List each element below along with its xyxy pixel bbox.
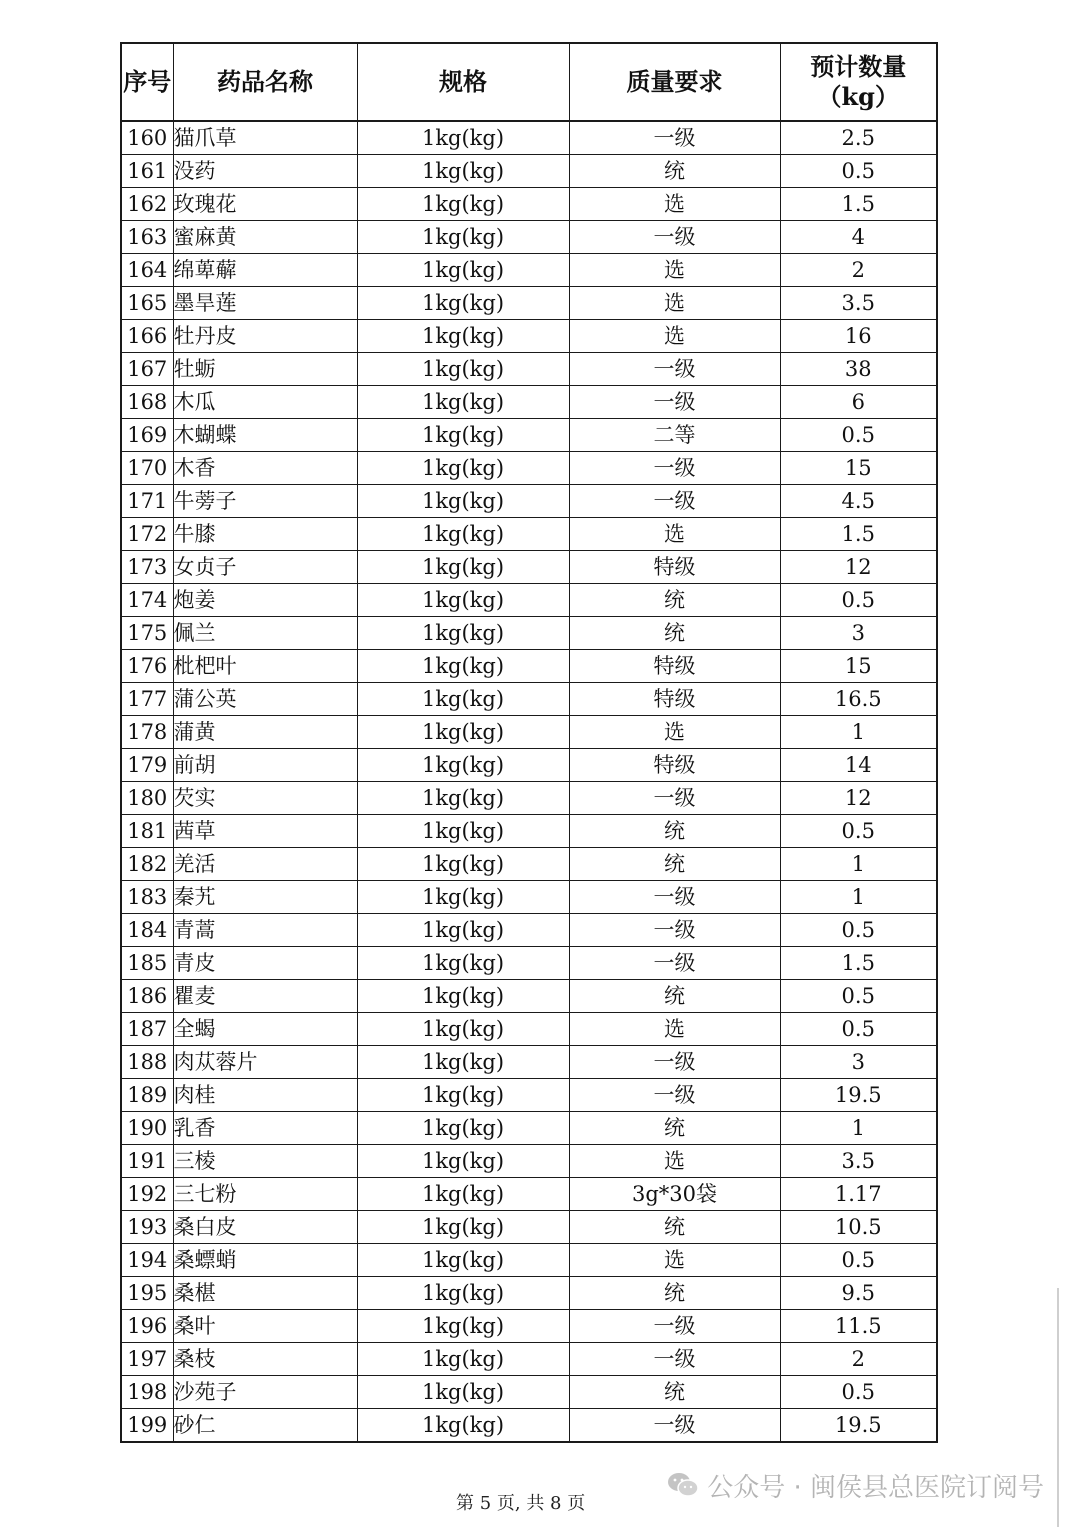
cell-quantity: 2.5: [780, 121, 937, 155]
cell-quantity: 1.17: [780, 1178, 937, 1211]
cell-no: 199: [121, 1409, 173, 1443]
cell-no: 185: [121, 947, 173, 980]
cell-quality: 选: [569, 254, 780, 287]
wechat-icon: [667, 1471, 699, 1499]
cell-no: 161: [121, 155, 173, 188]
cell-quantity: 3: [780, 617, 937, 650]
cell-spec: 1kg(kg): [357, 782, 569, 815]
cell-no: 167: [121, 353, 173, 386]
cell-quality: 统: [569, 848, 780, 881]
table-row: [121, 617, 937, 650]
table-row: [121, 188, 937, 221]
cell-spec: 1kg(kg): [357, 815, 569, 848]
cell-spec: 1kg(kg): [357, 1409, 569, 1443]
cell-quality: 一级: [569, 782, 780, 815]
table-row: [121, 749, 937, 782]
cell-drug-name: 蜜麻黄: [173, 221, 357, 254]
cell-spec: 1kg(kg): [357, 947, 569, 980]
cell-quality: 一级: [569, 881, 780, 914]
cell-quality: 特级: [569, 749, 780, 782]
cell-no: 187: [121, 1013, 173, 1046]
cell-quantity: 4.5: [780, 485, 937, 518]
cell-quality: 一级: [569, 1343, 780, 1376]
cell-quantity: 14: [780, 749, 937, 782]
cell-drug-name: 女贞子: [173, 551, 357, 584]
cell-spec: 1kg(kg): [357, 1079, 569, 1112]
cell-drug-name: 砂仁: [173, 1409, 357, 1443]
cell-quality: 一级: [569, 221, 780, 254]
cell-drug-name: 木蝴蝶: [173, 419, 357, 452]
cell-quality: 特级: [569, 650, 780, 683]
cell-spec: 1kg(kg): [357, 518, 569, 551]
cell-no: 195: [121, 1277, 173, 1310]
cell-spec: 1kg(kg): [357, 452, 569, 485]
cell-quantity: 19.5: [780, 1409, 937, 1443]
table-row: [121, 848, 937, 881]
cell-spec: 1kg(kg): [357, 386, 569, 419]
cell-quality: 一级: [569, 485, 780, 518]
table-row: [121, 320, 937, 353]
table-row: [121, 452, 937, 485]
cell-no: 173: [121, 551, 173, 584]
cell-spec: 1kg(kg): [357, 1343, 569, 1376]
cell-quantity: 3.5: [780, 1145, 937, 1178]
header-qty: [780, 43, 937, 121]
cell-drug-name: 木瓜: [173, 386, 357, 419]
cell-quantity: 1.5: [780, 188, 937, 221]
cell-quantity: 4: [780, 221, 937, 254]
cell-quantity: 12: [780, 782, 937, 815]
cell-spec: 1kg(kg): [357, 1178, 569, 1211]
cell-drug-name: 牡蛎: [173, 353, 357, 386]
cell-spec: 1kg(kg): [357, 188, 569, 221]
table-header-row: [121, 43, 937, 121]
cell-spec: 1kg(kg): [357, 485, 569, 518]
cell-drug-name: 炮姜: [173, 584, 357, 617]
cell-spec: 1kg(kg): [357, 1013, 569, 1046]
table-row: [121, 353, 937, 386]
cell-no: 172: [121, 518, 173, 551]
cell-drug-name: 全蝎: [173, 1013, 357, 1046]
cell-no: 197: [121, 1343, 173, 1376]
table-row: [121, 914, 937, 947]
cell-quantity: 3.5: [780, 287, 937, 320]
cell-quantity: 0.5: [780, 914, 937, 947]
table-row: [121, 683, 937, 716]
table-row: [121, 716, 937, 749]
cell-drug-name: 芡实: [173, 782, 357, 815]
cell-no: 179: [121, 749, 173, 782]
cell-no: 183: [121, 881, 173, 914]
cell-quality: 选: [569, 188, 780, 221]
cell-quality: 一级: [569, 947, 780, 980]
table-row: [121, 287, 937, 320]
cell-no: 194: [121, 1244, 173, 1277]
cell-quantity: 0.5: [780, 815, 937, 848]
table-row: [121, 1046, 937, 1079]
cell-drug-name: 秦艽: [173, 881, 357, 914]
cell-quantity: 0.5: [780, 584, 937, 617]
cell-quality: 选: [569, 287, 780, 320]
cell-drug-name: 桑椹: [173, 1277, 357, 1310]
cell-quantity: 0.5: [780, 419, 937, 452]
cell-spec: 1kg(kg): [357, 617, 569, 650]
header-qty-line2: （kg）: [817, 82, 899, 111]
cell-quantity: 16.5: [780, 683, 937, 716]
cell-drug-name: 牡丹皮: [173, 320, 357, 353]
cell-no: 175: [121, 617, 173, 650]
cell-drug-name: 前胡: [173, 749, 357, 782]
cell-drug-name: 肉桂: [173, 1079, 357, 1112]
table-row: [121, 221, 937, 254]
cell-drug-name: 猫爪草: [173, 121, 357, 155]
cell-no: 176: [121, 650, 173, 683]
cell-quantity: 11.5: [780, 1310, 937, 1343]
cell-spec: 1kg(kg): [357, 1145, 569, 1178]
cell-drug-name: 佩兰: [173, 617, 357, 650]
cell-drug-name: 青蒿: [173, 914, 357, 947]
table-row: [121, 1310, 937, 1343]
cell-no: 170: [121, 452, 173, 485]
cell-quality: 一级: [569, 1079, 780, 1112]
cell-spec: 1kg(kg): [357, 1310, 569, 1343]
cell-spec: 1kg(kg): [357, 1277, 569, 1310]
cell-no: 198: [121, 1376, 173, 1409]
cell-no: 166: [121, 320, 173, 353]
cell-quantity: 12: [780, 551, 937, 584]
page-number: 第 5 页, 共 8 页: [456, 1493, 586, 1514]
cell-quality: 统: [569, 584, 780, 617]
table-row: [121, 1145, 937, 1178]
cell-quality: 一级: [569, 1310, 780, 1343]
cell-no: 184: [121, 914, 173, 947]
cell-quantity: 15: [780, 650, 937, 683]
cell-quantity: 0.5: [780, 1013, 937, 1046]
cell-quantity: 1: [780, 881, 937, 914]
header-name: 药品名称: [173, 43, 357, 121]
cell-drug-name: 枇杷叶: [173, 650, 357, 683]
table-row: [121, 815, 937, 848]
table-row: [121, 1376, 937, 1409]
cell-quantity: 1.5: [780, 518, 937, 551]
table-row: [121, 1013, 937, 1046]
cell-spec: 1kg(kg): [357, 914, 569, 947]
cell-no: 188: [121, 1046, 173, 1079]
cell-quantity: 2: [780, 254, 937, 287]
cell-spec: 1kg(kg): [357, 353, 569, 386]
cell-spec: 1kg(kg): [357, 155, 569, 188]
cell-no: 186: [121, 980, 173, 1013]
cell-quality: 统: [569, 1376, 780, 1409]
cell-drug-name: 桑白皮: [173, 1211, 357, 1244]
cell-spec: 1kg(kg): [357, 254, 569, 287]
cell-no: 165: [121, 287, 173, 320]
table-row: [121, 881, 937, 914]
cell-no: 171: [121, 485, 173, 518]
cell-drug-name: 沙苑子: [173, 1376, 357, 1409]
cell-spec: 1kg(kg): [357, 848, 569, 881]
table-row: [121, 1343, 937, 1376]
cell-quantity: 1.5: [780, 947, 937, 980]
cell-drug-name: 桑枝: [173, 1343, 357, 1376]
cell-spec: 1kg(kg): [357, 1112, 569, 1145]
cell-quality: 统: [569, 1112, 780, 1145]
cell-quantity: 0.5: [780, 1244, 937, 1277]
cell-quality: 3g*30袋: [569, 1178, 780, 1211]
cell-drug-name: 乳香: [173, 1112, 357, 1145]
cell-quality: 一级: [569, 353, 780, 386]
cell-quantity: 16: [780, 320, 937, 353]
cell-no: 189: [121, 1079, 173, 1112]
cell-quality: 一级: [569, 1409, 780, 1443]
cell-drug-name: 木香: [173, 452, 357, 485]
table-row: [121, 485, 937, 518]
cell-spec: 1kg(kg): [357, 121, 569, 155]
cell-quantity: 10.5: [780, 1211, 937, 1244]
header-qty-line1: 预计数量: [810, 52, 907, 81]
table-row: [121, 1079, 937, 1112]
cell-drug-name: 肉苁蓉片: [173, 1046, 357, 1079]
cell-drug-name: 绵萆薢: [173, 254, 357, 287]
cell-quantity: 1: [780, 716, 937, 749]
page-footer: [0, 1472, 1080, 1517]
cell-drug-name: 蒲公英: [173, 683, 357, 716]
table-row: [121, 518, 937, 551]
cell-drug-name: 桑叶: [173, 1310, 357, 1343]
table-row: [121, 1244, 937, 1277]
cell-no: 174: [121, 584, 173, 617]
cell-no: 196: [121, 1310, 173, 1343]
cell-no: 162: [121, 188, 173, 221]
table-row: [121, 650, 937, 683]
watermark-text: 公众号 · 闽侯县总医院订阅号: [707, 1472, 1044, 1503]
table-row: [121, 1277, 937, 1310]
header-spec: 规格: [357, 43, 569, 121]
table-row: [121, 980, 937, 1013]
cell-quality: 二等: [569, 419, 780, 452]
cell-quality: 特级: [569, 683, 780, 716]
cell-quality: 统: [569, 617, 780, 650]
table-row: [121, 386, 937, 419]
header-quality: 质量要求: [569, 43, 780, 121]
cell-spec: 1kg(kg): [357, 749, 569, 782]
table-row: [121, 155, 937, 188]
cell-no: 177: [121, 683, 173, 716]
cell-drug-name: 羌活: [173, 848, 357, 881]
cell-quality: 统: [569, 155, 780, 188]
table-row: [121, 1409, 937, 1443]
cell-spec: 1kg(kg): [357, 980, 569, 1013]
table-row: [121, 419, 937, 452]
cell-no: 191: [121, 1145, 173, 1178]
cell-drug-name: 墨旱莲: [173, 287, 357, 320]
cell-quality: 统: [569, 1277, 780, 1310]
cell-no: 182: [121, 848, 173, 881]
cell-quality: 选: [569, 1013, 780, 1046]
cell-quality: 特级: [569, 551, 780, 584]
cell-drug-name: 瞿麦: [173, 980, 357, 1013]
cell-drug-name: 玫瑰花: [173, 188, 357, 221]
cell-quantity: 19.5: [780, 1079, 937, 1112]
cell-quality: 一级: [569, 386, 780, 419]
cell-no: 193: [121, 1211, 173, 1244]
cell-quality: 选: [569, 320, 780, 353]
cell-quantity: 6: [780, 386, 937, 419]
cell-quality: 一级: [569, 914, 780, 947]
table-row: [121, 1178, 937, 1211]
cell-spec: 1kg(kg): [357, 221, 569, 254]
cell-no: 181: [121, 815, 173, 848]
cell-spec: 1kg(kg): [357, 881, 569, 914]
watermark: [667, 1465, 1044, 1505]
cell-quantity: 9.5: [780, 1277, 937, 1310]
cell-spec: 1kg(kg): [357, 1211, 569, 1244]
cell-quantity: 1: [780, 1112, 937, 1145]
table-body: [121, 121, 937, 1442]
cell-drug-name: 茜草: [173, 815, 357, 848]
cell-spec: 1kg(kg): [357, 551, 569, 584]
header-no: 序号: [121, 43, 173, 121]
cell-spec: 1kg(kg): [357, 1046, 569, 1079]
cell-quantity: 3: [780, 1046, 937, 1079]
cell-drug-name: 没药: [173, 155, 357, 188]
table-row: [121, 254, 937, 287]
table-row: [121, 584, 937, 617]
cell-quality: 一级: [569, 1046, 780, 1079]
cell-spec: 1kg(kg): [357, 287, 569, 320]
cell-quality: 选: [569, 1145, 780, 1178]
drug-procurement-table: [120, 42, 938, 1443]
cell-no: 190: [121, 1112, 173, 1145]
cell-drug-name: 桑螵蛸: [173, 1244, 357, 1277]
cell-spec: 1kg(kg): [357, 1376, 569, 1409]
cell-quantity: 38: [780, 353, 937, 386]
table-row: [121, 551, 937, 584]
table-row: [121, 1211, 937, 1244]
cell-spec: 1kg(kg): [357, 584, 569, 617]
cell-spec: 1kg(kg): [357, 650, 569, 683]
cell-no: 192: [121, 1178, 173, 1211]
cell-quality: 统: [569, 980, 780, 1013]
cell-quantity: 0.5: [780, 980, 937, 1013]
cell-drug-name: 牛蒡子: [173, 485, 357, 518]
cell-spec: 1kg(kg): [357, 716, 569, 749]
cell-no: 180: [121, 782, 173, 815]
cell-no: 163: [121, 221, 173, 254]
cell-quality: 选: [569, 716, 780, 749]
cell-quality: 选: [569, 518, 780, 551]
cell-drug-name: 牛膝: [173, 518, 357, 551]
table-row: [121, 1112, 937, 1145]
cell-drug-name: 青皮: [173, 947, 357, 980]
cell-quantity: 2: [780, 1343, 937, 1376]
cell-drug-name: 蒲黄: [173, 716, 357, 749]
table-row: [121, 947, 937, 980]
cell-no: 168: [121, 386, 173, 419]
cell-quantity: 0.5: [780, 155, 937, 188]
cell-quality: 一级: [569, 121, 780, 155]
cell-quality: 统: [569, 815, 780, 848]
cell-no: 169: [121, 419, 173, 452]
cell-quality: 统: [569, 1211, 780, 1244]
cell-no: 178: [121, 716, 173, 749]
table-row: [121, 782, 937, 815]
cell-spec: 1kg(kg): [357, 1244, 569, 1277]
cell-spec: 1kg(kg): [357, 419, 569, 452]
table-row: [121, 121, 937, 155]
cell-drug-name: 三七粉: [173, 1178, 357, 1211]
cell-no: 164: [121, 254, 173, 287]
cell-no: 160: [121, 121, 173, 155]
cell-quantity: 15: [780, 452, 937, 485]
cell-drug-name: 三棱: [173, 1145, 357, 1178]
cell-quantity: 0.5: [780, 1376, 937, 1409]
cell-quality: 选: [569, 1244, 780, 1277]
cell-quality: 一级: [569, 452, 780, 485]
cell-quantity: 1: [780, 848, 937, 881]
cell-spec: 1kg(kg): [357, 683, 569, 716]
cell-spec: 1kg(kg): [357, 320, 569, 353]
